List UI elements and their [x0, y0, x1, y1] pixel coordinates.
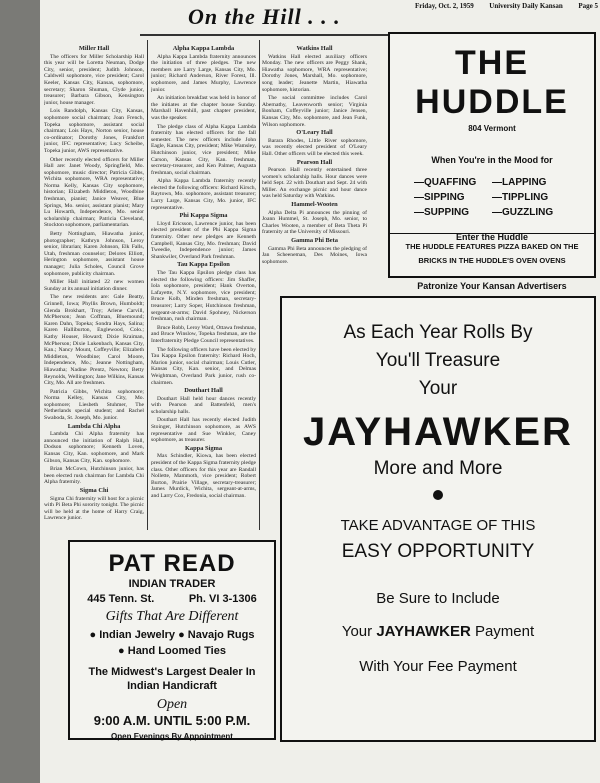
article-paragraph: Lois Randolph, Kansas City, Kansas, sophomore social chairman; Joan French, Topeka sophomore, assistant social chairman; Lois Hays, Norton senior, house co-ordinator; Dorothy Jones, Frankfort junior, IFC representative; Lucy Scheibe, Topeka junior, AWS representative.	[44, 108, 144, 154]
jayhawker-title: JAYHAWKER	[303, 410, 573, 454]
article-paragraph: The Tau Kappa Epsilon pledge class has elected the following officers: Jim Shaffer, Iola sophomore, president; Hank Overton, Lafayette, N.Y. sophomore, vice president; Bruce Kolb, Minden freshman, secretary-treasurer; Larry Soper, Hutchinson freshman, sergeant-at-arms; David Spohney, Nickerson freshman, rush chairman.	[151, 270, 256, 323]
huddle-verb: —TIPPLING	[492, 192, 549, 203]
article-paragraph: Watkins Hall elected auxiliary officers Monday. The new officers are Peggy Shank, Hiawatha sophomore, WRA representative; Dorothy Jones, Marshall, Mo. sophomore, song leader; Jeanette Martin, Hiawatha sophomore, historian.	[262, 53, 367, 93]
article-paragraph: Miller Hall initiated 22 new women Sunday at its annual initiation dinner.	[44, 279, 144, 292]
huddle-pizza	[390, 233, 594, 268]
article-paragraph: Barara Rhodes, Little River sophomore, was recently elected president of O'Leary Hall. Other officers will be elected this week.	[262, 137, 367, 157]
article-paragraph: The following officers have been elected by Tau Kappa Epsilon fraternity: Richard Hoch, Marion junior, social chairman; Louis Cutler, Kansas City, Kan. senior, and Delmas Weightman, Overland Park junior, rush co-chairmen.	[151, 346, 256, 386]
jay-line: You'll Treasure	[375, 350, 501, 371]
header-date: Friday, Oct. 2, 1959	[415, 2, 474, 10]
huddle-enter: Enter the Huddle	[455, 232, 528, 242]
column-rule	[147, 40, 148, 530]
section-heading: Watkins Hall	[296, 45, 333, 52]
huddle-ad	[388, 32, 596, 278]
patread-mid-line: The Midwest's Largest Dealer In	[88, 666, 256, 678]
on-the-hill-banner: On the Hill . . .	[188, 4, 341, 29]
patread-phone: Ph. VI 3-1306	[188, 593, 257, 605]
section-heading: Hammel-Wooten	[291, 201, 338, 209]
section-heading: Douthart Hall	[184, 387, 223, 395]
patread-midwest	[70, 665, 274, 693]
section-heading: Phi Kappa Sigma	[179, 212, 228, 220]
jay-line: With Your Fee Payment	[359, 658, 517, 675]
huddle-pizza-line: THE HUDDLE FEATURES PIZZA BAKED ON THE	[405, 242, 579, 251]
article-paragraph: Brian McCown, Hutchinson junior, has been elected rush chairman for Lambda Chi Alpha fraternity.	[44, 466, 144, 486]
article-paragraph: Douthart Hall has recently elected Judith Stoinger, Hutchinson sophomore, as AWS representative and Sue Winkler, Caney sophomore, as treasurer.	[151, 417, 256, 444]
article-paragraph: The pledge class of Alpha Kappa Lambda fraternity has elected officers for the fall semester. The new officers include John Eagle, Kansas City, president; Mike Wamsley, Hutchinson junior, vice president; Mike Carson, Kansas City, Kan. freshman, secretary-treasurer, and Ken Palmer, Augusta freshman, social chairman.	[151, 123, 256, 176]
huddle-mood: When You're in the Mood for	[431, 155, 553, 165]
huddle-verb: —QUAFFING	[414, 177, 477, 188]
section-heading: Lambda Chi Alpha	[67, 422, 121, 430]
column-3	[262, 44, 367, 280]
huddle-verb: —SUPPING	[414, 207, 470, 218]
patread-title: PAT READ	[108, 550, 236, 577]
section-heading: Alpha Kappa Lambda	[172, 45, 235, 52]
bullet-dot	[433, 490, 443, 500]
patread-mid-line: Indian Handicraft	[127, 680, 217, 692]
article-paragraph: Lloyd Ericsson, Lawrence junior, has been elected president of the Phi Kappa Sigma fraternity. Other new pledges are Kenneth Campbell, Kansas City, Mo. freshman; David Tweedie, Independence junior; James Shankwiler, Overland Park freshman.	[151, 220, 256, 260]
article-paragraph: An initiation breakfast was held in honor of the initiates at the chapter house Sunday. Marshall Havenhill, past chapter president, was the speaker.	[151, 95, 256, 121]
page-header	[415, 2, 598, 10]
section-heading: Miller Hall	[78, 45, 110, 52]
column-2	[151, 44, 256, 534]
jay-line	[282, 622, 594, 641]
huddle-address: 804 Vermont	[468, 124, 516, 133]
huddle-verbs	[414, 177, 570, 218]
article-paragraph: The officers for Miller Scholarship Hall this year will be Loretta Neuman, Dodge City, senior, president; Judith Johnson, Caldwell sophomore, vice president; Carol Keeler, Kansas City, Kansas, sophomore, secretary; Sharon Shuman, Clyde junior, treasurer; Barbara Gibson, Kensington junior, house manager.	[44, 53, 144, 106]
article-paragraph: The social committee includes Carol Abernathy, Leavenworth senior; Virginia Bonham, Coffeyville junior; Janice Jensen, Kansas City, Mo. sophomore, and Jean Funk, Wilson sophomore.	[262, 95, 367, 128]
article-paragraph: Gamma Phi Beta announces the pledging of Jan Scheeneman, Des Moines, Iowa sophomore.	[262, 245, 367, 265]
patread-address: 445 Tenn. St.	[87, 593, 155, 605]
section-heading: Tau Kappa Epsilon	[177, 261, 230, 269]
section-heading: Sigma Chi	[79, 487, 109, 494]
article-paragraph: The new residents are: Gale Beatty, Grinnell, Iowa; Phyllis Brown, Humboldt; Glenda Brokhart, Troy; Arlene Carvill, McPherson; Jean Coffman, Bluemound; Karen Dahn, Topeka; Sondra Hays, Salina; Karen Halliburton, Englewood, Colo.; Kathy Houser, Howard; Dixie Kraiman, McPherson; Dixie Lukenbach, Kansas City, Kan.; Nancy Mount, Coffeyville; Elizabeth Middleton, Woodbine; Carol Moore, Independence, Mo.; Jeanne Nottingham, Hiawatha; Nadine Prentz, Newton; Betty Reynolds, Wellington; Jane Wilkins, Kansas City, Mo. All are freshmen.	[44, 294, 144, 387]
jay-line: Be Sure to Include	[376, 590, 500, 607]
patronize-line: Patronize Your Kansan Advertisers	[417, 281, 567, 291]
patread-item: ● Hand Loomed Ties	[118, 645, 226, 657]
jayhawker-ad	[280, 296, 596, 742]
patread-appointment: Open Evenings By Appointment	[111, 732, 233, 741]
jay-line: TAKE ADVANTAGE OF THIS	[340, 517, 536, 534]
section-heading: Kappa Sigma	[184, 444, 223, 452]
jay-line: Your	[418, 378, 458, 399]
newspaper-page	[40, 0, 600, 783]
jay-word: Payment	[474, 623, 535, 640]
banner-rule	[140, 34, 405, 36]
article-paragraph: Douthart Hall held hour dances recently with Pearson and Battenfeld, men's scholarship halls.	[151, 395, 256, 415]
section-heading: O'Leary Hall	[296, 129, 333, 137]
column-1	[44, 44, 144, 537]
section-heading: Pearson Hall	[296, 158, 333, 166]
article-paragraph: Betty Nottingham, Hiawatha junior, photographer; Kathryn Johnson, Leroy senior, librarian; Karen Johnson, Elk Falls, Utah, freshman counselor; Delores Elliott, Herington sophomore, assistant house manager; Julia Scholes, Council Grove sophomore, publicity chairman.	[44, 231, 144, 277]
jay-line: As Each Year Rolls By	[343, 322, 533, 343]
article-paragraph: Alpha Delta Pi announces the pinning of Joann Hummel, St. Joseph, Mo. senior, to Charles Wooten, a member of Beta Theta Pi fraternity at the University of Missouri.	[262, 209, 367, 236]
header-page: Page 5	[578, 2, 598, 10]
jay-word: Your	[341, 623, 373, 640]
jay-line: More and More	[373, 458, 503, 479]
article-paragraph: Patricia Gibbs, Wichita sophomore; Norma Kelley, Kansas City, Mo. sophomore; Liesbeth Stuhmer, The Netherlands special student; and Rachel Swaboda, St. Joseph, Mo. junior.	[44, 388, 144, 422]
jay-word-bold: JAYHAWKER	[376, 623, 471, 640]
huddle-verb: —SIPPING	[414, 192, 465, 203]
article-paragraph: Lambda Chi Alpha fraternity has announced the initiation of Ralph Hall, Dodson sophomore; Kenneth Loven, Kansas City, Kan. sophomore, and Mark Gibson, Kansas City, Kan. sophomore.	[44, 431, 144, 464]
huddle-verb: —GUZZLING	[492, 207, 554, 218]
patread-item: ● Indian Jewelry ● Navajo Rugs	[89, 629, 255, 641]
column-rule	[259, 40, 260, 530]
article-paragraph: Bruce Robb, Leroy Ward, Ottawa freshman, and Bruce Winslow, Topeka freshman, are the Interfraternity Pledge Council representatives.	[151, 324, 256, 344]
article-paragraph: Alpha Kappa Lambda fraternity recently elected the following officers: Richard Kirsch, Raytown, Mo. sophomore, assistant treasurer; Larry Large, Kansas City, Mo. junior, IFC representative.	[151, 178, 256, 211]
huddle-verb: —LAPPING	[492, 177, 547, 188]
patread-ad	[68, 540, 276, 740]
patread-subtitle: INDIAN TRADER	[128, 578, 216, 590]
huddle-pizza-line: BRICKS IN THE HUDDLE'S OVEN OVENS	[418, 256, 566, 265]
patread-gifts: Gifts That Are Different	[105, 609, 239, 624]
article-paragraph: Pearson Hall recently entertained three women's scholarship halls. Hour dances were held Sept. 22 with Douthart and Sept. 24 with Miller. An exchange picnic and hour dance was held Saturday with Watkins.	[262, 167, 367, 200]
section-heading: Gamma Phi Beta	[291, 237, 338, 245]
patread-hours: 9:00 A.M. UNTIL 5:00 P.M.	[93, 713, 251, 728]
article-paragraph: Max Schindler, Kiowa, has been elected president of the Kappa Sigma fraternity pledge class. Other officers for this year are Randall Nollette, Mammoth, vice president; Robert Burton, Prairie Village, secretary-treasurer; James Murdick, Wichita, sergeant-at-arms, and Larry Cox, Fredonia, social chairman.	[151, 453, 256, 499]
header-paper: University Daily Kansan	[489, 2, 563, 10]
jay-line: EASY OPPORTUNITY	[341, 541, 535, 562]
article-paragraph: Other recently elected officers for Miller Hall are: Janet Woody, Springfield, Mo. sophomore, music director; Patricia Gibbs, Wichita sophomore, WRA representative; Norma Kelly, Kansas City sophomore, historian; Elizabeth Middleton, Woodbine freshman, pianist; Janice Weaver, Blue Springs, Mo. senior, assistant pianist; Mary Lu Howarth, Independence, Mo. senior scholarship chairman; Patricia Cleveland, Stockton sophomore, parliamentarian.	[44, 156, 144, 229]
patread-contact	[70, 593, 274, 605]
huddle-title: THE HUDDLE	[415, 44, 569, 121]
article-paragraph: Sigma Chi fraternity will host for a picnic with Pi Beta Phi sorority tonight. The picnic will be held at the home of Harry Craig, Lawrence junior.	[44, 495, 144, 522]
patread-open: Open	[156, 697, 188, 712]
article-paragraph: Alpha Kappa Lambda fraternity announces the initiation of three pledges. The new members are Larry Large, Kansas City, Mo. junior; Richard Anderson, River Forest, Ill. sophomore, and James Murphy, Lawrence junior.	[151, 53, 256, 93]
patread-items	[70, 627, 274, 659]
